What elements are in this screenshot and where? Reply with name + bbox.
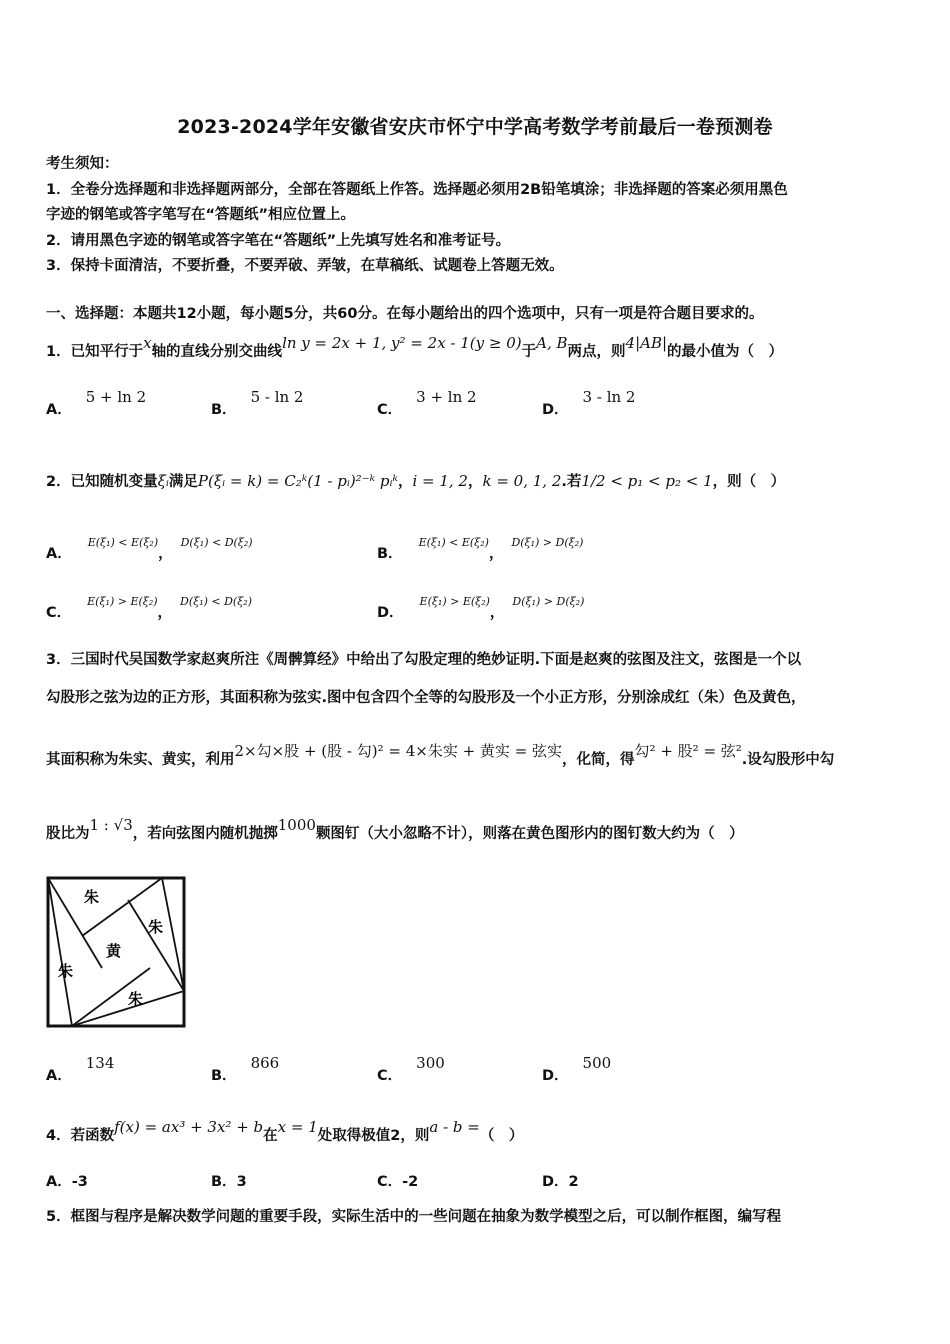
option-label: B． [211,1068,237,1084]
option-e: E(ξ₁) < E(ξ₂) [87,536,159,549]
q2-text-5: .若 [561,474,582,490]
q2-math-i: i = 1, 2 [412,472,468,490]
option-value: -3 [71,1174,88,1190]
notice-item-3: 3．保持卡面清洁，不要折叠，不要弄破、弄皱，在草稿纸、试题卷上答题无效。 [46,258,564,274]
notice-item-2: 2．请用黑色字迹的钢笔或答字笔在“答题纸”上先填写姓名和准考证号。 [46,233,511,249]
q2-text-4: ， [467,474,483,490]
q1-option-d[interactable] [542,388,636,419]
option-label: B． [211,402,237,418]
q4-math-ab: a - b = [429,1118,480,1136]
option-label: A． [46,1068,72,1084]
option-label: A． [46,1174,72,1190]
option-label: D． [542,402,569,418]
notice-item-1: 1．全卷分选择题和非选择题两部分，全部在答题纸上作答。选择题必须用2B铅笔填涂；非选择题的答案必须用黑色 [46,182,788,198]
option-d: D(ξ₁) < D(ξ₂) [180,595,252,608]
option-value: 300 [416,1054,445,1072]
q1-option-c[interactable] [377,388,477,419]
q3-text-b: ，化简，得 [562,752,635,768]
option-value: 3 - ln 2 [582,388,636,406]
option-label: D． [377,605,404,621]
label-zhu-left: 朱 [58,962,74,980]
option-comma: ， [489,605,505,621]
option-value: 3 [236,1174,247,1190]
q3-option-d[interactable] [542,1054,612,1085]
q3-math-pythag: 勾² + 股² = 弦² [634,742,742,760]
option-value: 2 [568,1174,579,1190]
notice-heading: 考生须知： [46,156,119,172]
q2-text-6: ，则（ ） [712,474,786,490]
option-label: B． [211,1174,237,1190]
q1-text-4: 两点，则 [567,344,626,360]
q2-text-3: ， [397,474,413,490]
q4-text-1: 4．若函数 [46,1128,115,1144]
q3-option-b[interactable] [211,1054,280,1085]
question-2 [46,470,785,491]
question-1 [46,334,784,361]
option-comma: ， [488,546,504,562]
option-e: E(ξ₁) > E(ξ₂) [87,595,158,608]
q3-math-formula: 2×勾×股 + (股 - 勾)² = 4×朱实 + 黄实 = 弦实 [234,742,563,760]
q1-text-3: 于 [521,344,537,360]
option-comma: ， [157,605,173,621]
option-label: C． [377,1174,403,1190]
q3-option-c[interactable] [377,1054,445,1085]
zhao-shuang-chord-diagram [46,876,186,1028]
option-label: D． [542,1068,569,1084]
option-value: 5 + ln 2 [85,388,147,406]
label-zhu-bottom: 朱 [128,990,144,1008]
option-label: C． [377,402,403,418]
option-label: C． [46,605,72,621]
q2-math-k: k = 0, 1, 2 [482,472,562,490]
q2-option-b[interactable] [377,536,584,563]
q4-option-a[interactable] [46,1170,88,1191]
q3-text-d: 股比为 [46,826,90,842]
option-value: 134 [85,1054,115,1072]
q3-math-count: 1000 [277,816,316,834]
label-huang-center: 黄 [106,942,122,960]
option-value: 866 [250,1054,280,1072]
option-label: A． [46,402,72,418]
q2-math-prob: P(ξᵢ = k) = C₂ᵏ(1 - pᵢ)²⁻ᵏ pᵢᵏ [197,472,398,490]
option-d: D(ξ₁) > D(ξ₂) [511,536,584,549]
option-e: E(ξ₁) > E(ξ₂) [419,595,490,608]
q2-text-2: 满足 [168,474,198,490]
q1-text-2: 轴的直线分别交曲线 [151,344,283,360]
option-e: E(ξ₁) < E(ξ₂) [418,536,489,549]
question-3-line-2: 勾股形之弦为边的正方形，其面积称为弦实.图中包含四个全等的勾股形及一个小正方形，分别涂成红（朱）色及黄色， [46,690,806,706]
option-d: D(ξ₁) < D(ξ₂) [180,536,253,549]
q1-math-ab: A, B [536,334,568,352]
q2-math-ineq: 1/2 < p₁ < p₂ < 1 [581,472,713,490]
q1-text-5: 的最小值为（ ） [667,344,784,360]
option-d: D(ξ₁) > D(ξ₂) [512,595,585,608]
q2-math-xi: ξᵢ [157,472,169,490]
q2-text-1: 2．已知随机变量 [46,474,158,490]
q4-math-func: f(x) = ax³ + 3x² + b [114,1118,264,1136]
q3-text-f: 颗图钉（大小忽略不计），则落在黄色图形内的图钉数大约为（ ） [315,826,744,842]
label-zhu-right: 朱 [148,918,164,936]
question-4 [46,1118,524,1145]
q1-text-1: 1．已知平行于 [46,344,144,360]
q4-text-2: 在 [263,1128,278,1144]
option-value: 5 - ln 2 [250,388,304,406]
q3-text-e: ，若向弦图内随机抛掷 [132,826,278,842]
section-heading: 一、选择题：本题共12小题，每小题5分，共60分。在每小题给出的四个选项中，只有一项是符合题目要求的。 [46,306,764,322]
question-3-line-4 [46,816,744,843]
page-title: 2023-2024学年安徽省安庆市怀宁中学高考数学考前最后一卷预测卷 [177,116,773,138]
question-5-line-1: 5．框图与程序是解决数学问题的重要手段，实际生活中的一些问题在抽象为数学模型之后，可以制作框图，编写程 [46,1209,782,1225]
option-comma: ， [158,546,173,562]
question-3-line-3 [46,742,835,769]
question-3-line-1: 3．三国时代吴国数学家赵爽所注《周髀算经》中给出了勾股定理的绝妙证明.下面是赵爽的弦图及注文，弦图是一个以 [46,652,802,668]
q4-option-c[interactable] [377,1170,418,1191]
option-label: C． [377,1068,403,1084]
option-label: B． [377,546,403,562]
q4-option-d[interactable] [542,1170,579,1191]
q2-option-d[interactable] [377,595,585,622]
q3-text-c: .设勾股形中勾 [741,752,835,768]
q4-math-x1: x = 1 [277,1118,318,1136]
option-value: -2 [402,1174,419,1190]
option-label: D． [542,1174,569,1190]
q1-option-a[interactable] [46,388,147,419]
q2-option-c[interactable] [46,595,252,622]
q1-math-4ab: 4|AB| [625,334,668,352]
q1-math-x: x [143,334,152,352]
q1-math-curves: ln y = 2x + 1, y² = 2x - 1(y ≥ 0) [282,334,522,352]
q1-option-b[interactable] [211,388,304,419]
q4-text-4: （ ） [479,1128,524,1144]
q4-option-b[interactable] [211,1170,247,1191]
option-label: A． [46,546,72,562]
q3-option-a[interactable] [46,1054,115,1085]
notice-item-1-cont: 字迹的钢笔或答字笔写在“答题纸”相应位置上。 [46,207,356,223]
option-value: 500 [582,1054,612,1072]
q3-text-a: 其面积称为朱实、黄实，利用 [46,752,235,768]
q3-math-ratio: 1 : √3 [89,816,133,834]
option-value: 3 + ln 2 [416,388,477,406]
q2-option-a[interactable] [46,536,253,563]
q4-text-3: 处取得极值2，则 [317,1128,430,1144]
label-zhu-top: 朱 [84,888,100,906]
